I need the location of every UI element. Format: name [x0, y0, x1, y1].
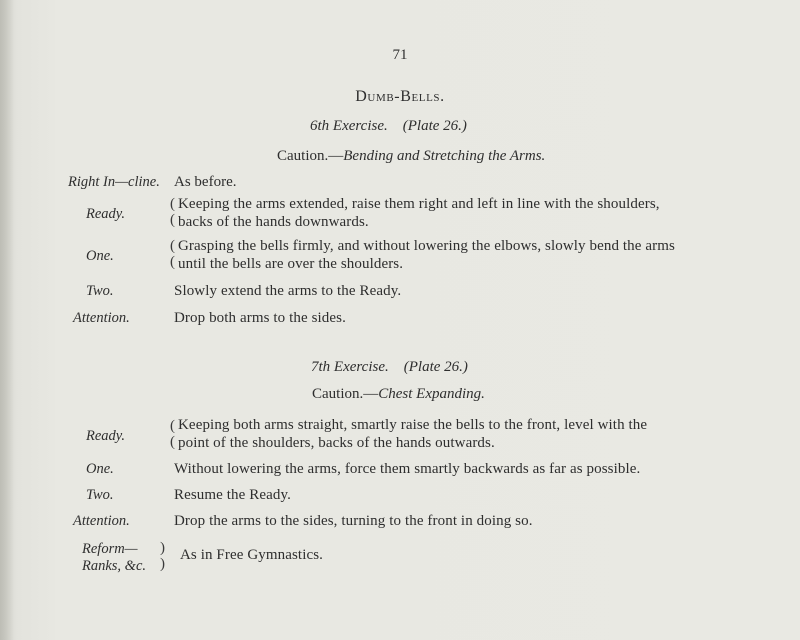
intro-text: As before.: [174, 174, 237, 190]
ex7-ready-line1: Keeping both arms straight, smartly raise the bells to the front, level with the: [178, 417, 648, 433]
caution-prefix: Caution.—: [312, 386, 379, 402]
ex6-ready-line2: backs of the hands downwards.: [178, 214, 369, 230]
ex7-final-text: As in Free Gymnastics.: [180, 547, 324, 563]
ex7-attention-line1: Drop the arms to the sides, turning to the front in doing so.: [174, 513, 533, 529]
ex6-one-line1: Grasping the bells firmly, and without lowering the elbows, slowly bend the arms: [178, 238, 675, 254]
exercise7-number: 7th Exercise.: [311, 359, 389, 375]
exercise6-heading: [310, 117, 467, 135]
brace-open: ( (: [170, 238, 175, 270]
exercise6-plate: (Plate 26.): [402, 118, 467, 134]
exercise6-number: 6th Exercise.: [310, 118, 388, 134]
ex7-label-ready: Ready.: [86, 428, 126, 444]
ex6-label-one: One.: [86, 248, 114, 264]
brace-open: ( (: [170, 418, 175, 450]
brace-open: ( (: [170, 196, 175, 228]
exercise7-caution: [312, 385, 485, 403]
ex7-label-two: Two.: [86, 487, 114, 503]
ex6-label-attention: Attention.: [73, 310, 130, 326]
brace-close: ) ): [160, 540, 165, 572]
exercise6-caution: [277, 147, 545, 165]
page-number: 71: [392, 47, 408, 63]
ex7-one-line1: Without lowering the arms, force them smartly backwards as far as possible.: [174, 461, 641, 477]
ex6-attention-line1: Drop both arms to the sides.: [174, 310, 346, 326]
caution-title: Chest Expanding.: [378, 386, 485, 402]
caution-title: Bending and Stretching the Arms.: [343, 148, 546, 164]
ex7-two-line1: Resume the Ready.: [174, 487, 291, 503]
intro-row: [68, 173, 237, 191]
ex6-label-ready: Ready.: [86, 206, 126, 222]
ex7-label-one: One.: [86, 461, 114, 477]
section-title: Dumb-Bells.: [355, 88, 445, 105]
ex6-label-two: Two.: [86, 283, 114, 299]
exercise7-plate: (Plate 26.): [403, 359, 468, 375]
caution-prefix: Caution.—: [277, 148, 344, 164]
ex7-label-reform: Reform—: [82, 541, 138, 557]
ex7-ready-line2: point of the shoulders, backs of the hands outwards.: [178, 435, 495, 451]
ex7-label-ranks: Ranks, &c.: [82, 558, 147, 574]
ex6-two-line1: Slowly extend the arms to the Ready.: [174, 283, 402, 299]
ex6-one-line2: until the bells are over the shoulders.: [178, 256, 404, 272]
exercise7-heading: [311, 358, 468, 376]
intro-label: Right In—cline.: [68, 174, 160, 190]
ex7-label-attention: Attention.: [73, 513, 130, 529]
ex6-ready-line1: Keeping the arms extended, raise them right and left in line with the shoulders,: [178, 196, 660, 212]
